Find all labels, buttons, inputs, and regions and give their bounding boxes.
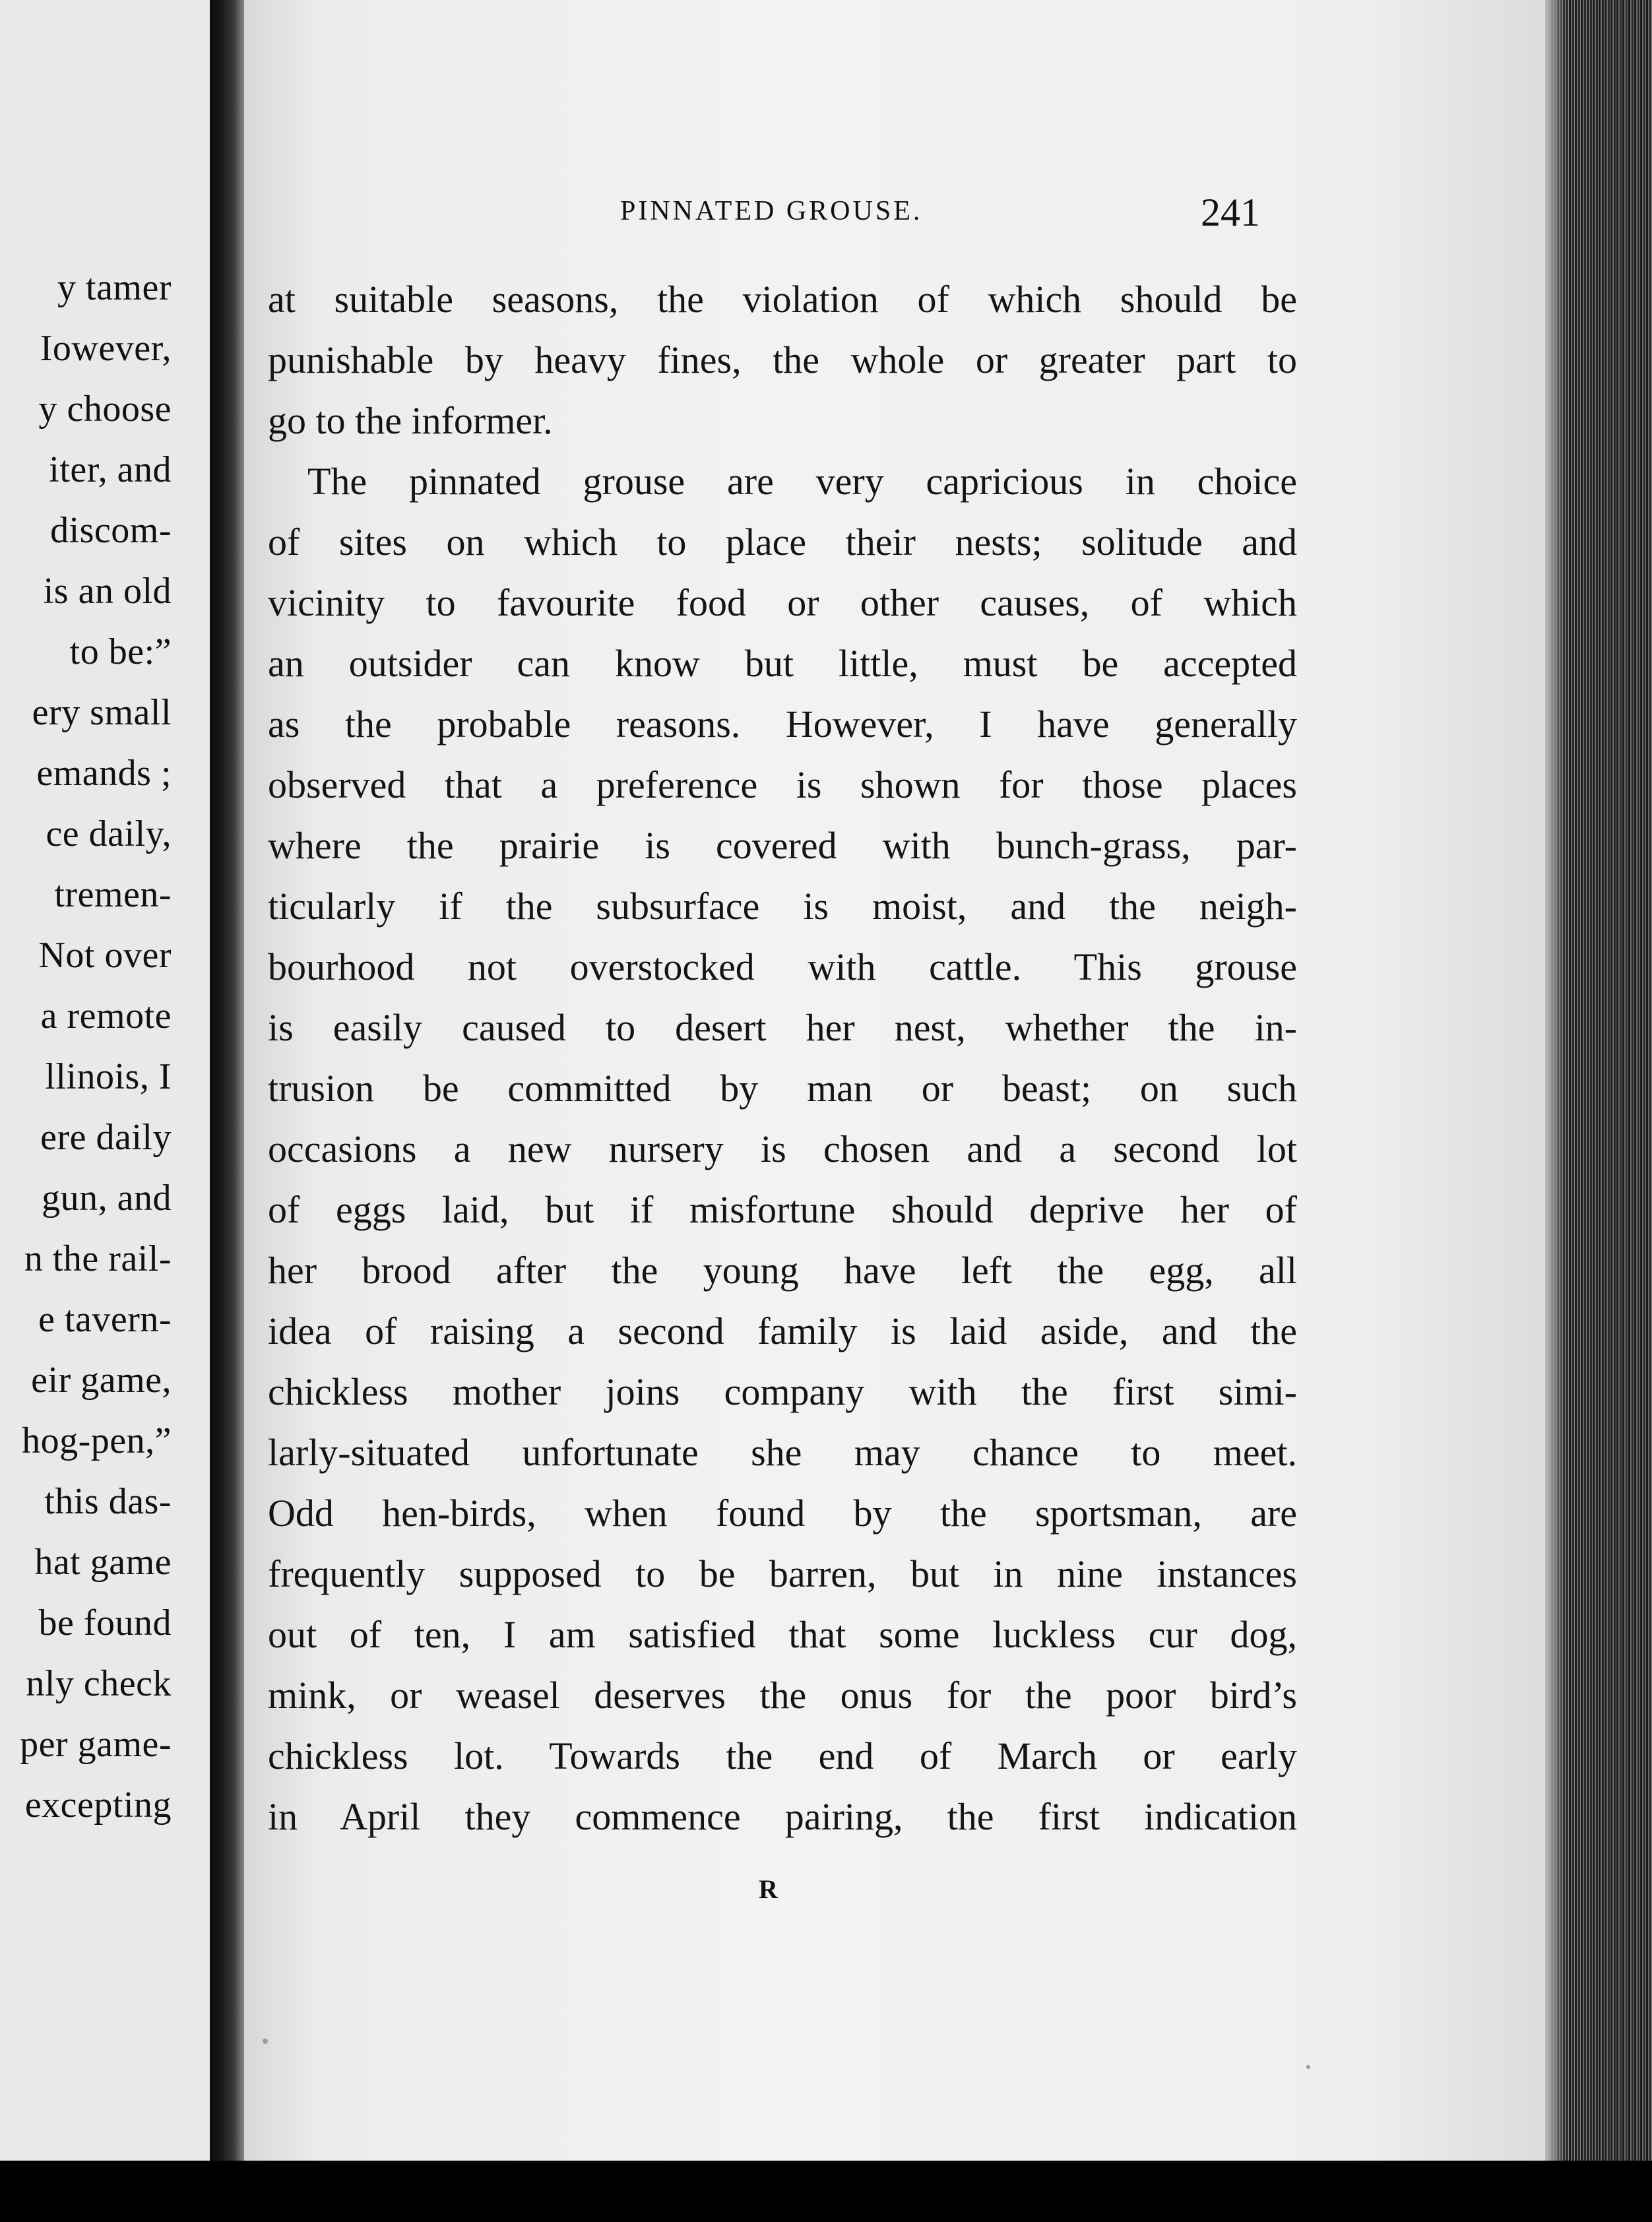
left-page-line: tremen-	[54, 874, 172, 915]
page-edge-stack	[1545, 0, 1652, 2161]
text-line: vicinity to favourite food or other causes, of which	[268, 581, 1297, 624]
text-line: bourhood not overstocked with cattle. This grouse	[268, 945, 1297, 988]
text-line: frequently supposed to be barren, but in nine instances	[268, 1552, 1297, 1595]
left-page-line: y choose	[38, 389, 172, 429]
left-facing-page	[0, 0, 210, 2161]
text-line: is easily caused to desert her nest, whether the in-	[268, 1006, 1297, 1049]
text-line: punishable by heavy fines, the whole or greater part to	[268, 338, 1297, 381]
left-page-line: ere daily	[40, 1117, 172, 1158]
left-page-line: is an old	[43, 571, 172, 612]
left-page-line: ery small	[32, 692, 172, 733]
text-line: as the probable reasons. However, I have generally	[268, 703, 1297, 746]
scan-bottom-border	[0, 2161, 1652, 2222]
text-line: ticularly if the subsurface is moist, and the neigh-	[268, 885, 1297, 928]
left-page-line: emands ;	[36, 753, 172, 794]
paper-speck	[1306, 2065, 1310, 2069]
text-line: out of ten, I am satisfied that some luckless cur dog,	[268, 1613, 1297, 1656]
left-page-line: be found	[38, 1603, 172, 1643]
text-line: chickless mother joins company with the first simi-	[268, 1370, 1297, 1413]
text-line: mink, or weasel deserves the onus for the poor bird’s	[268, 1674, 1297, 1717]
left-page-line: iter, and	[49, 449, 172, 490]
book-gutter	[210, 0, 244, 2161]
text-line: in April they commence pairing, the first indication	[268, 1795, 1297, 1838]
right-page	[244, 0, 1545, 2161]
text-line: her brood after the young have left the egg, all	[268, 1249, 1297, 1292]
left-page-line: discom-	[50, 510, 172, 551]
left-page-line: to be:”	[69, 631, 172, 672]
text-line: observed that a preference is shown for those places	[268, 763, 1297, 806]
text-line: of sites on which to place their nests; solitude and	[268, 521, 1297, 563]
page-number: 241	[1201, 191, 1260, 234]
text-line: chickless lot. Towards the end of March or early	[268, 1734, 1297, 1777]
left-page-line: n the rail-	[24, 1238, 172, 1279]
text-line: where the prairie is covered with bunch-grass, par-	[268, 824, 1297, 867]
left-page-line: a remote	[40, 996, 172, 1036]
text-line: of eggs laid, but if misfortune should deprive her of	[268, 1188, 1297, 1231]
left-page-line: y tamer	[57, 267, 172, 308]
left-page-line: hog-pen,”	[22, 1420, 172, 1461]
paper-speck	[263, 2039, 268, 2044]
text-line: Odd hen-birds, when found by the sportsman, are	[268, 1492, 1297, 1535]
text-line: occasions a new nursery is chosen and a second lot	[268, 1127, 1297, 1170]
signature-mark: R	[759, 1874, 778, 1904]
paragraph-first-line: The pinnated grouse are very capricious in choice	[307, 460, 1297, 503]
page-edge-shade	[1545, 0, 1565, 2161]
text-line: go to the informer.	[268, 399, 553, 442]
left-page-line: ce daily,	[46, 813, 172, 854]
left-page-line: e tavern-	[38, 1299, 172, 1340]
text-line: trusion be committed by man or beast; on such	[268, 1067, 1297, 1110]
left-page-line: llinois, I	[45, 1056, 172, 1097]
text-line: at suitable seasons, the violation of which should be	[268, 278, 1297, 321]
left-page-line: this das-	[44, 1481, 172, 1522]
left-page-line: eir game,	[31, 1360, 172, 1401]
running-head: PINNATED GROUSE.	[620, 196, 923, 226]
left-page-line: excepting	[24, 1785, 172, 1825]
left-page-line: nly check	[26, 1663, 172, 1704]
text-line: an outsider can know but little, must be accepted	[268, 642, 1297, 685]
text-line: larly-situated unfortunate she may chance to meet.	[268, 1431, 1297, 1474]
left-page-line: gun, and	[42, 1178, 172, 1219]
left-page-line: hat game	[34, 1542, 172, 1583]
text-line: idea of raising a second family is laid aside, and the	[268, 1310, 1297, 1352]
left-page-line: Iowever,	[40, 328, 172, 369]
left-page-line: Not over	[38, 935, 172, 976]
left-page-line: per game-	[20, 1724, 172, 1765]
